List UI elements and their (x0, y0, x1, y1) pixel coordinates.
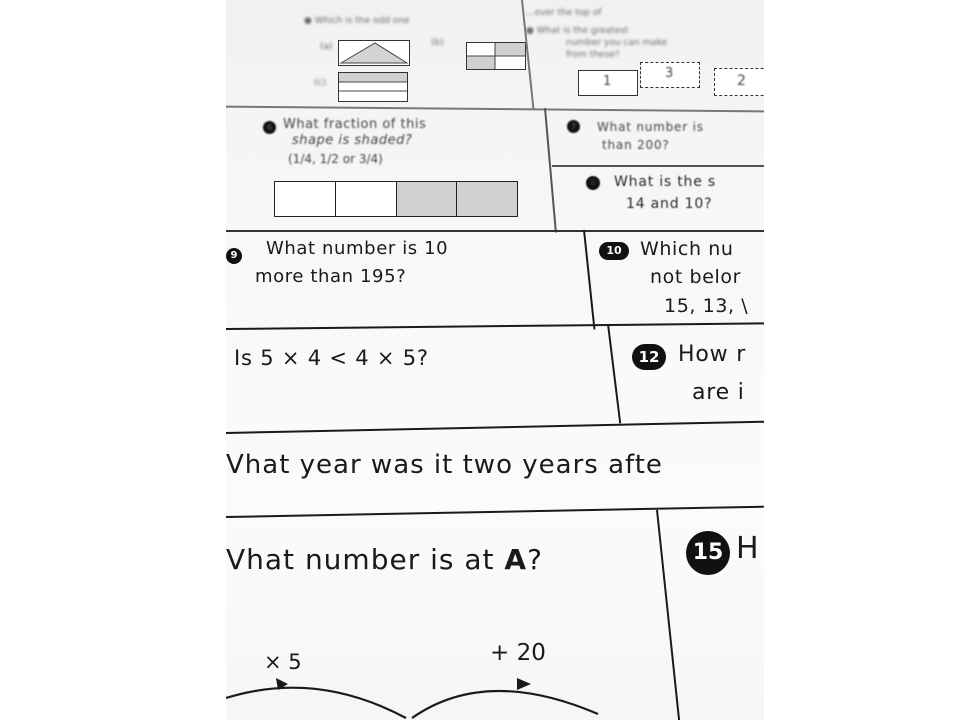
q7-line2: than 200? (602, 138, 670, 152)
fraction-bar (274, 181, 518, 217)
blurred-question-text: ...over the top of (526, 8, 602, 18)
fraction-cell-shaded (457, 182, 517, 216)
question-number-badge: 10 (599, 242, 629, 260)
q13-text: Vhat year was it two years afte (226, 450, 663, 480)
grid-divider (226, 106, 764, 113)
q6-options: (1/4, 1/2 or 3/4) (288, 152, 383, 166)
q8-line1: What is the s (614, 174, 716, 190)
question-number-badge: 12 (632, 344, 666, 370)
q14-text (226, 543, 543, 576)
q12-line2: are i (692, 380, 745, 405)
q14-text-before: Vhat number is at (226, 543, 505, 576)
digit-card (578, 70, 638, 96)
operator-times-5: × 5 (264, 650, 302, 674)
question-number-badge: 7 (567, 120, 580, 133)
q7-line1: What number is (597, 120, 704, 134)
shape-b (466, 42, 526, 70)
shape-c (338, 72, 408, 102)
grid-divider (226, 322, 764, 330)
q11-text: Is 5 × 4 < 4 × 5? (234, 346, 429, 370)
fraction-cell-unshaded (336, 182, 397, 216)
option-label-b: (b) (431, 38, 444, 48)
blurred-question-text: from these? (566, 50, 620, 60)
q14-point-label: A (504, 543, 528, 576)
operator-plus-20: + 20 (490, 640, 546, 666)
q10-line2: not belor (650, 266, 742, 288)
q9-line2: more than 195? (255, 266, 407, 287)
q14-text-after: ? (527, 543, 543, 576)
q9-line1: What number is 10 (266, 238, 449, 259)
fraction-cell-unshaded (275, 182, 336, 216)
grid-divider (226, 230, 764, 232)
digit-card (714, 68, 764, 96)
question-number-badge: 8 (586, 176, 600, 190)
blurred-question-text: number you can make (566, 38, 668, 48)
question-number-badge: 9 (226, 248, 242, 264)
arc-arrowhead (517, 678, 531, 690)
shape-c-stripes (339, 73, 407, 101)
grid-divider (552, 165, 764, 167)
worksheet-photo (226, 0, 764, 720)
blurred-question-text: ● What is the greatest (526, 26, 629, 36)
number-line-arcs (226, 670, 626, 720)
q6-line1: What fraction of this (283, 117, 427, 132)
q15-text: H (736, 531, 759, 566)
q12-line1: How r (678, 342, 747, 367)
digit-card (640, 62, 700, 88)
q8-line2: 14 and 10? (626, 196, 713, 212)
shape-a (338, 40, 410, 66)
q6-line2: shape is shaded? (292, 133, 413, 148)
q10-line1: Which nu (640, 238, 734, 260)
question-number-badge: 15 (686, 531, 730, 575)
option-label-a: (a) (320, 42, 333, 52)
digit-card-value: 1 (603, 74, 612, 89)
grid-divider (583, 230, 595, 330)
fraction-cell-shaded (397, 182, 458, 216)
shape-a-triangles (339, 41, 409, 65)
question-number-badge: 6 (263, 121, 276, 134)
digit-card-value: 2 (737, 73, 746, 89)
digit-card-value: 3 (665, 66, 674, 81)
grid-divider (226, 421, 764, 434)
grid-divider (607, 324, 621, 423)
grid-divider (226, 506, 764, 518)
blurred-question-text: ● Which is the odd one (304, 16, 410, 26)
grid-divider (656, 510, 680, 720)
shape-b-grid (467, 43, 525, 69)
grid-divider (544, 108, 557, 233)
q10-line3: 15, 13, \ (664, 295, 749, 317)
option-label-c: (c) (314, 78, 326, 88)
